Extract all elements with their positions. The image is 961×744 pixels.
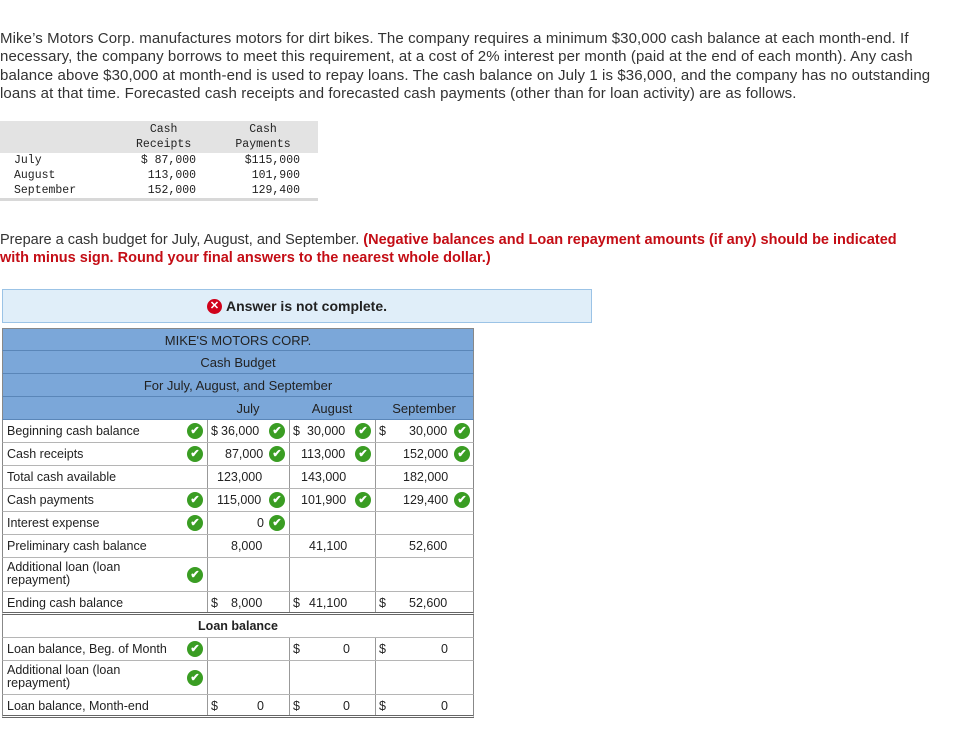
payments-header: Cash Payments — [208, 121, 318, 153]
forecast-receipts: $ 87,000 — [119, 153, 208, 168]
row-label: Total cash available — [7, 470, 117, 484]
company-name: MIKE'S MOTORS CORP. — [2, 328, 474, 351]
forecast-month: July — [0, 153, 119, 168]
loan-end-september: 0 — [441, 699, 448, 713]
answer-status-text: Answer is not complete. — [225, 298, 388, 314]
ending-september: 52,600 — [409, 596, 448, 610]
row-ending-balance: Ending cash balance $ 8,000 $ 41,100 $ 52,600 — [2, 592, 474, 615]
row-label: Loan balance, Month-end — [7, 699, 149, 713]
loan-balance-header-row — [2, 615, 474, 638]
check-icon: ✔ — [187, 515, 203, 531]
row-loan-end: Loan balance, Month-end $ 0 $ 0 $ 0 — [2, 695, 474, 718]
row-loan-additional — [2, 661, 474, 695]
payments-september-input[interactable]: 129,400 — [403, 493, 449, 507]
row-beginning-cash: Beginning cash balance ✔ $ 36,000 ✔ $ 30,000 ✔ $ 30,000 ✔ — [2, 420, 474, 443]
total-july: 123,000 — [217, 470, 263, 484]
check-icon: ✔ — [187, 670, 203, 686]
forecast-table — [0, 121, 318, 201]
row-label: Additional loan (loan repayment) — [7, 560, 121, 587]
total-september: 182,000 — [403, 470, 449, 484]
forecast-payments: $115,000 — [208, 153, 318, 168]
row-cash-payments — [2, 489, 474, 512]
row-label: Interest expense — [7, 516, 100, 530]
check-icon: ✔ — [187, 423, 203, 439]
check-icon: ✔ — [355, 423, 371, 439]
receipts-header: Cash Receipts — [119, 121, 208, 153]
forecast-month: September — [0, 183, 119, 200]
row-cash-receipts — [2, 443, 474, 466]
receipts-september-input[interactable]: 152,000 — [403, 447, 449, 461]
payments-july-input[interactable]: 115,000 — [217, 493, 262, 507]
check-icon: ✔ — [187, 567, 203, 583]
beginning-july-input[interactable]: 36,000 — [221, 424, 260, 438]
check-icon: ✔ — [269, 446, 285, 462]
col-august: August — [311, 401, 353, 416]
row-label: Cash payments — [7, 493, 94, 507]
budget-period: For July, August, and September — [2, 374, 474, 397]
instructions-note: (Negative balances and Loan repayment amounts (if any) should be indicated with minus sign. Round your final answers to the nearest whole dollar.) — [0, 232, 897, 266]
loan-beg-august: 0 — [343, 642, 350, 656]
row-total-cash — [2, 466, 474, 489]
incorrect-icon: ✕ — [207, 299, 222, 314]
row-additional-loan — [2, 558, 474, 592]
problem-intro: Mike’s Motors Corp. manufactures motors for dirt bikes. The company requires a minimum $30,000 cash balance at each month-end. If necessary, the company borrows to meet this requirement, at a cost of 2% interest per month (paid at the end of each month). Any cash balance above $30,000 at month-end is used to repay loans. The cash balance on July 1 is $36,000, and the company has no outstanding loans at that time. Forecasted cash receipts and forecasted cash payments (other than for loan activity) are as follows. — [0, 30, 931, 103]
beginning-september-input[interactable]: 30,000 — [409, 424, 448, 438]
preliminary-july: 8,000 — [231, 539, 263, 553]
check-icon: ✔ — [454, 492, 470, 508]
row-interest-expense — [2, 512, 474, 535]
interest-july-input[interactable]: 0 — [257, 516, 264, 530]
preliminary-august: 41,100 — [309, 539, 348, 553]
row-loan-beg: Loan balance, Beg. of Month ✔ $ 0 $ 0 — [2, 638, 474, 661]
total-august: 143,000 — [301, 470, 347, 484]
forecast-receipts: 113,000 — [119, 168, 208, 183]
col-july: July — [236, 401, 260, 416]
forecast-payments: 129,400 — [208, 183, 318, 200]
row-label: Loan balance, Beg. of Month — [7, 642, 167, 656]
col-september: September — [392, 401, 456, 416]
forecast-payments: 101,900 — [208, 168, 318, 183]
row-label: Additional loan (loan repayment) — [7, 663, 121, 690]
loan-balance-header: Loan balance — [198, 619, 278, 633]
row-preliminary-balance — [2, 535, 474, 558]
check-icon: ✔ — [269, 492, 285, 508]
budget-title: Cash Budget — [2, 351, 474, 374]
check-icon: ✔ — [187, 446, 203, 462]
check-icon: ✔ — [269, 515, 285, 531]
check-icon: ✔ — [187, 641, 203, 657]
check-icon: ✔ — [187, 492, 203, 508]
row-label: Beginning cash balance — [7, 424, 140, 438]
forecast-month: August — [0, 168, 119, 183]
payments-august-input[interactable]: 101,900 — [301, 493, 347, 507]
instructions: Prepare a cash budget for July, August, and September. (Negative balances and Loan repayment amounts (if any) should be indicated with minus sign. Round your final answers to the nearest whole dollar.) — [0, 232, 897, 266]
ending-july: 8,000 — [231, 596, 263, 610]
receipts-july-input[interactable]: 87,000 — [225, 447, 264, 461]
beginning-august-input[interactable]: 30,000 — [307, 424, 346, 438]
check-icon: ✔ — [269, 423, 285, 439]
loan-beg-september: 0 — [441, 642, 448, 656]
preliminary-september: 52,600 — [409, 539, 448, 553]
loan-end-august: 0 — [343, 699, 350, 713]
loan-end-july: 0 — [257, 699, 264, 713]
answer-status-banner — [2, 289, 592, 323]
check-icon: ✔ — [355, 446, 371, 462]
cash-budget-table — [2, 328, 474, 718]
check-icon: ✔ — [355, 492, 371, 508]
check-icon: ✔ — [454, 423, 470, 439]
forecast-receipts: 152,000 — [119, 183, 208, 200]
check-icon: ✔ — [454, 446, 470, 462]
row-label: Ending cash balance — [7, 596, 124, 610]
row-label: Preliminary cash balance — [7, 539, 147, 553]
ending-august: 41,100 — [309, 596, 348, 610]
receipts-august-input[interactable]: 113,000 — [301, 447, 346, 461]
column-headers — [2, 397, 474, 420]
row-label: Cash receipts — [7, 447, 84, 461]
